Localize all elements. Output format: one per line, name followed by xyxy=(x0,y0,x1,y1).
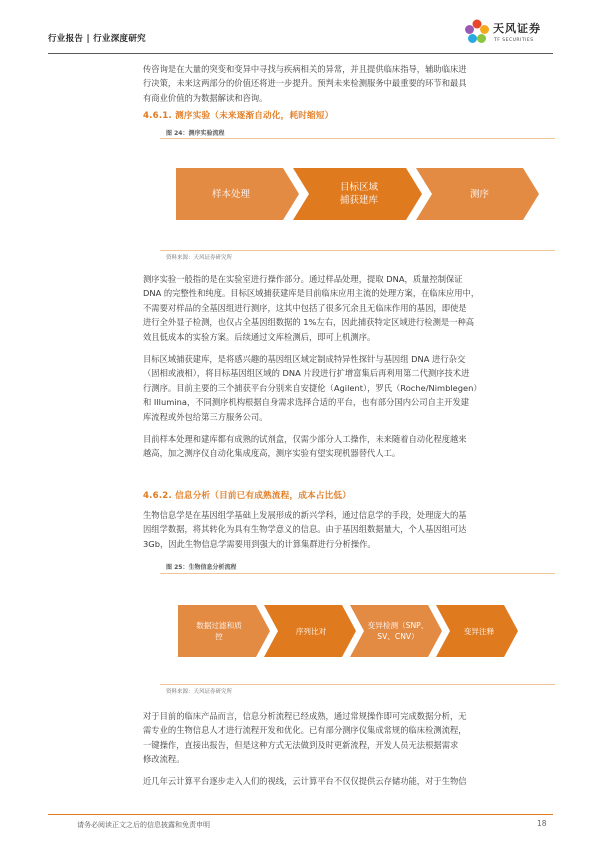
flow-step-label: 目标区域 捕获建库 xyxy=(339,182,378,206)
flow-step-label: 变异注释 xyxy=(463,626,495,636)
text-line: 行决策，未来这两部分的价值还将进一步提升。预判未来检测服务中最重要的环节和最具 xyxy=(143,78,467,89)
figure-source: 资料来源：天风证券研究所 xyxy=(166,689,233,695)
figure-bottom-rule xyxy=(160,250,555,251)
figure-bottom-rule xyxy=(160,684,555,685)
figure-title: 图 25：生物信息分析流程 xyxy=(166,564,237,571)
text-line: 测序实验一般指的是在实验室进行操作部分。通过样品处理，提取 DNA，质量控制保证 xyxy=(143,274,463,284)
flow-step-label: 数据过滤和质 控 xyxy=(196,621,242,641)
flow-step-label: 序列比对 xyxy=(295,626,327,636)
text-line: 目标区域捕获建库，是将感兴趣的基因组区域定制成特异性探针与基因组 DNA 进行杂交 xyxy=(143,354,466,364)
section-heading: 4.6.2. 信息分析（目前已有成熟流程，成本占比低） xyxy=(143,491,352,501)
flow-step-label: 测序 xyxy=(469,188,489,200)
paragraph xyxy=(143,508,556,551)
text-line: 因组学数据，将其转化为具有生物学意义的信息。由于基因组数据量大，个人基因组可达 xyxy=(143,524,467,535)
flow-diagram-bioinformatics xyxy=(178,605,518,657)
text-line: DNA 的完整性和纯度。目标区域捕获建库是目前临床应用主流的处理方案，在临床应用中， xyxy=(143,288,480,299)
paragraph xyxy=(143,62,556,105)
paragraph xyxy=(143,709,556,767)
section-heading: 4.6.1. 测序实验（未来逐渐自动化，耗时缩短） xyxy=(143,111,334,121)
report-category: 行业报告 | 行业深度研究 xyxy=(48,34,146,44)
text-line: 库流程或外包给第三方服务公司。 xyxy=(143,411,268,422)
company-logo xyxy=(463,16,559,54)
footer-disclaimer: 请务必阅读正文之后的信息披露和免责申明 xyxy=(77,821,210,829)
figure-top-rule xyxy=(160,573,555,574)
footer-divider xyxy=(48,814,553,815)
text-line: 目前样本处理和建库都有成熟的试剂盒，仅需少部分人工操作，未来随着自动化程度越来 xyxy=(143,434,467,444)
header-divider xyxy=(48,53,553,54)
logo-flower-icon xyxy=(463,18,491,46)
text-line: 需专业的生物信息人才进行流程开发和优化。已有部分测序仪集成常规的临床检测流程， xyxy=(143,725,467,736)
text-line: 进行全外显子检测，也仅占全基因组数据的 1%左右，因此捕获特定区域进行检测是一种高 xyxy=(143,317,475,328)
text-line: 行测序。目前主要的三个捕获平台分别来自安捷伦（Agilent），罗氏（Roche/Nimblegen） xyxy=(143,382,482,393)
figure-title: 图 24：测序实验流程 xyxy=(166,130,225,137)
text-line: 生物信息学是在基因组学基础上发展形成的新兴学科，通过信息学的手段，处理庞大的基 xyxy=(143,510,467,520)
figure-source: 资料来源：天风证券研究所 xyxy=(166,255,233,261)
paragraph xyxy=(143,774,556,788)
text-line: 传咨询是在大量的突变和变异中寻找与疾病相关的异常，并且提供临床指导，辅助临床进 xyxy=(143,64,467,74)
text-line: 和 Illumina，不同测序机构根据自身需求选择合适的平台，也有部分国内公司自主开发建 xyxy=(143,397,470,408)
page-number: 18 xyxy=(537,819,547,828)
text-line: 有商业价值的为数据解读和咨询。 xyxy=(143,92,268,103)
logo-text-cn: 天风证券 xyxy=(493,22,541,35)
figure-top-rule xyxy=(160,138,555,139)
flow-diagram-sequencing xyxy=(176,168,539,220)
text-line: 对于目前的临床产品而言，信息分析流程已经成熟，通过常规操作即可完成数据分析，无 xyxy=(143,711,467,721)
paragraph xyxy=(143,272,556,344)
text-line: 效且低成本的实验方案。后续通过文库检测后，即可上机测序。 xyxy=(143,331,376,342)
paragraph xyxy=(143,432,556,461)
text-line: 修改流程。 xyxy=(143,754,185,765)
text-line: 近几年云计算平台逐步走入人们的视线，云计算平台不仅仅提供云存储功能，对于生物信 xyxy=(143,776,467,786)
logo-text-en: TF SECURITIES xyxy=(494,38,534,43)
paragraph xyxy=(143,352,556,424)
text-line: 3Gb，因此生物信息学需要用到强大的计算集群进行分析操作。 xyxy=(143,538,376,549)
flow-step-label: 变异检测（SNP、 SV、CNV） xyxy=(367,621,429,641)
text-line: 越高，加之测序仪自动化集成度高，测序实验有望实现机器替代人工。 xyxy=(143,448,401,459)
text-line: （固相或液相），将目标基因组区域的 DNA 片段进行扩增富集后再利用第二代测序技术进 xyxy=(143,368,470,379)
text-line: 一键操作，直接出报告，但是这种方式无法做到及时更新流程，开发人员无法根据需求 xyxy=(143,739,459,750)
text-line: 不需要对样品的全基因组进行测序，这其中包括了很多冗余且无临床作用的基因，即使是 xyxy=(143,302,467,313)
flow-step-label: 样本处理 xyxy=(211,188,250,200)
